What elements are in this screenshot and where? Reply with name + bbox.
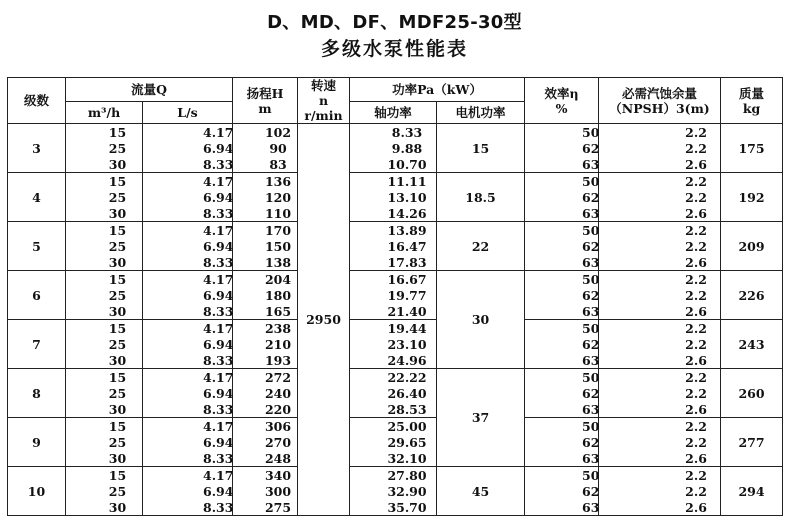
flow-m3h-cell: 15 (66, 271, 143, 288)
npsh-cell: 2.2 (599, 238, 721, 254)
flow-ls-cell: 8.33 (143, 254, 233, 271)
head-cell: 306 (233, 418, 298, 435)
flow-m3h-cell: 30 (66, 352, 143, 369)
table-row (8, 499, 783, 516)
motor-power-cell: 18.5 (437, 173, 525, 222)
efficiency-cell: 50 (525, 369, 599, 386)
mass-cell: 294 (721, 467, 783, 516)
stage-level-cell: 3 (8, 124, 66, 173)
table-row (8, 238, 783, 254)
table-row (8, 434, 783, 450)
npsh-cell: 2.2 (599, 369, 721, 386)
efficiency-cell: 50 (525, 271, 599, 288)
shaft-power-cell: 21.40 (350, 303, 437, 320)
shaft-power-cell: 13.10 (350, 189, 437, 205)
npsh-cell: 2.2 (599, 189, 721, 205)
flow-ls-cell: 4.17 (143, 271, 233, 288)
stage-level-cell: 7 (8, 320, 66, 369)
table-row (8, 254, 783, 271)
shaft-power-cell: 23.10 (350, 336, 437, 352)
flow-m3h-cell: 25 (66, 336, 143, 352)
flow-m3h-cell: 15 (66, 320, 143, 337)
header-flow-m3h: m³/h (66, 101, 143, 124)
flow-m3h-cell: 25 (66, 385, 143, 401)
npsh-cell: 2.2 (599, 124, 721, 141)
efficiency-cell: 50 (525, 320, 599, 337)
header-head-unit: m (258, 100, 272, 116)
flow-ls-cell: 8.33 (143, 205, 233, 222)
shaft-power-cell: 19.77 (350, 287, 437, 303)
npsh-cell: 2.2 (599, 418, 721, 435)
header-speed-unit: r/min (304, 108, 343, 123)
efficiency-cell: 62 (525, 238, 599, 254)
efficiency-cell: 50 (525, 222, 599, 239)
npsh-cell: 2.2 (599, 483, 721, 499)
head-cell: 165 (233, 303, 298, 320)
header-efficiency-label: 效率η (544, 85, 579, 101)
header-flow: 流量Q (66, 78, 233, 102)
npsh-cell: 2.2 (599, 385, 721, 401)
shaft-power-cell: 16.67 (350, 271, 437, 288)
table-row (8, 205, 783, 222)
header-mass (721, 78, 783, 124)
table-row (8, 303, 783, 320)
efficiency-cell: 63 (525, 352, 599, 369)
stage-level-cell: 5 (8, 222, 66, 271)
efficiency-cell: 63 (525, 499, 599, 516)
flow-ls-cell: 8.33 (143, 450, 233, 467)
efficiency-cell: 50 (525, 173, 599, 190)
motor-power-cell: 37 (437, 369, 525, 467)
table-row (8, 352, 783, 369)
table-row (8, 271, 783, 288)
flow-m3h-cell: 15 (66, 418, 143, 435)
shaft-power-cell: 10.70 (350, 156, 437, 173)
header-npsh-unit: （NPSH）3(m) (609, 100, 710, 116)
npsh-cell: 2.6 (599, 205, 721, 222)
table-row (8, 336, 783, 352)
performance-table (7, 77, 783, 516)
header-mass-unit: kg (742, 100, 761, 116)
table-body (8, 124, 783, 516)
head-cell: 272 (233, 369, 298, 386)
motor-power-cell: 15 (437, 124, 525, 173)
table-row (8, 369, 783, 386)
table-row (8, 287, 783, 303)
npsh-cell: 2.2 (599, 287, 721, 303)
shaft-power-cell: 19.44 (350, 320, 437, 337)
flow-m3h-cell: 25 (66, 238, 143, 254)
flow-ls-cell: 4.17 (143, 369, 233, 386)
shaft-power-cell: 27.80 (350, 467, 437, 484)
stage-level-cell: 10 (8, 467, 66, 516)
flow-ls-cell: 8.33 (143, 499, 233, 516)
flow-ls-cell: 4.17 (143, 467, 233, 484)
header-speed-label: 转速 (311, 78, 337, 93)
efficiency-cell: 62 (525, 483, 599, 499)
head-cell: 150 (233, 238, 298, 254)
shaft-power-cell: 32.90 (350, 483, 437, 499)
efficiency-cell: 63 (525, 156, 599, 173)
npsh-cell: 2.2 (599, 271, 721, 288)
table-row (8, 140, 783, 156)
flow-m3h-cell: 15 (66, 467, 143, 484)
efficiency-cell: 63 (525, 303, 599, 320)
table-row (8, 467, 783, 484)
efficiency-cell: 62 (525, 189, 599, 205)
shaft-power-cell: 22.22 (350, 369, 437, 386)
efficiency-cell: 50 (525, 124, 599, 141)
flow-m3h-cell: 25 (66, 140, 143, 156)
flow-ls-cell: 6.94 (143, 140, 233, 156)
head-cell: 300 (233, 483, 298, 499)
flow-m3h-cell: 25 (66, 189, 143, 205)
mass-cell: 192 (721, 173, 783, 222)
efficiency-cell: 62 (525, 385, 599, 401)
mass-cell: 243 (721, 320, 783, 369)
stage-level-cell: 4 (8, 173, 66, 222)
header-npsh (599, 78, 721, 124)
head-cell: 83 (233, 156, 298, 173)
flow-m3h-cell: 30 (66, 205, 143, 222)
shaft-power-cell: 8.33 (350, 124, 437, 141)
flow-ls-cell: 6.94 (143, 434, 233, 450)
stage-level-cell: 9 (8, 418, 66, 467)
efficiency-cell: 63 (525, 401, 599, 418)
shaft-power-cell: 26.40 (350, 385, 437, 401)
npsh-cell: 2.2 (599, 173, 721, 190)
npsh-cell: 2.6 (599, 450, 721, 467)
table-row (8, 401, 783, 418)
shaft-power-cell: 9.88 (350, 140, 437, 156)
header-speed-symbol: n (318, 93, 329, 108)
flow-ls-cell: 6.94 (143, 238, 233, 254)
flow-ls-cell: 8.33 (143, 352, 233, 369)
mass-cell: 260 (721, 369, 783, 418)
title-table-name: 多级水泵性能表 (320, 38, 468, 60)
flow-m3h-cell: 25 (66, 287, 143, 303)
npsh-cell: 2.6 (599, 303, 721, 320)
table-row (8, 483, 783, 499)
flow-ls-cell: 6.94 (143, 483, 233, 499)
header-power: 功率Pa（kW） (350, 78, 525, 102)
flow-m3h-cell: 25 (66, 434, 143, 450)
efficiency-cell: 50 (525, 467, 599, 484)
header-efficiency (525, 78, 599, 124)
shaft-power-cell: 32.10 (350, 450, 437, 467)
header-speed (298, 78, 350, 124)
shaft-power-cell: 28.53 (350, 401, 437, 418)
flow-ls-cell: 4.17 (143, 222, 233, 239)
npsh-cell: 2.2 (599, 140, 721, 156)
flow-m3h-cell: 15 (66, 173, 143, 190)
shaft-power-cell: 16.47 (350, 238, 437, 254)
flow-ls-cell: 4.17 (143, 124, 233, 141)
efficiency-cell: 63 (525, 205, 599, 222)
flow-m3h-cell: 30 (66, 254, 143, 271)
head-cell: 220 (233, 401, 298, 418)
flow-ls-cell: 4.17 (143, 418, 233, 435)
shaft-power-cell: 13.89 (350, 222, 437, 239)
header-shaft-power: 轴功率 (350, 101, 437, 124)
shaft-power-cell: 11.11 (350, 173, 437, 190)
head-cell: 275 (233, 499, 298, 516)
head-cell: 90 (233, 140, 298, 156)
title-model: D、MD、DF、MDF25-30型 (267, 12, 522, 33)
npsh-cell: 2.6 (599, 499, 721, 516)
shaft-power-cell: 24.96 (350, 352, 437, 369)
flow-m3h-cell: 15 (66, 222, 143, 239)
head-cell: 340 (233, 467, 298, 484)
header-efficiency-unit: % (555, 100, 568, 116)
flow-m3h-cell: 30 (66, 450, 143, 467)
head-cell: 136 (233, 173, 298, 190)
stage-level-cell: 6 (8, 271, 66, 320)
speed-cell: 2950 (298, 124, 350, 516)
flow-ls-cell: 8.33 (143, 156, 233, 173)
mass-cell: 175 (721, 124, 783, 173)
table-row (8, 173, 783, 190)
flow-m3h-cell: 30 (66, 499, 143, 516)
motor-power-cell: 45 (437, 467, 525, 516)
head-cell: 170 (233, 222, 298, 239)
shaft-power-cell: 25.00 (350, 418, 437, 435)
table-row (8, 320, 783, 337)
head-cell: 110 (233, 205, 298, 222)
header-mass-label: 质量 (739, 85, 765, 101)
header-head (233, 78, 298, 124)
npsh-cell: 2.6 (599, 156, 721, 173)
table-row (8, 156, 783, 173)
efficiency-cell: 63 (525, 450, 599, 467)
header-npsh-label: 必需汽蚀余量 (622, 85, 698, 101)
npsh-cell: 2.6 (599, 401, 721, 418)
shaft-power-cell: 29.65 (350, 434, 437, 450)
mass-cell: 209 (721, 222, 783, 271)
npsh-cell: 2.2 (599, 434, 721, 450)
table-row (8, 124, 783, 141)
head-cell: 204 (233, 271, 298, 288)
mass-cell: 277 (721, 418, 783, 467)
flow-m3h-cell: 30 (66, 303, 143, 320)
flow-ls-cell: 6.94 (143, 385, 233, 401)
shaft-power-cell: 14.26 (350, 205, 437, 222)
head-cell: 138 (233, 254, 298, 271)
header-motor-power: 电机功率 (437, 101, 525, 124)
flow-ls-cell: 8.33 (143, 401, 233, 418)
flow-m3h-cell: 15 (66, 369, 143, 386)
table-row (8, 450, 783, 467)
npsh-cell: 2.2 (599, 222, 721, 239)
head-cell: 180 (233, 287, 298, 303)
motor-power-cell: 30 (437, 271, 525, 369)
header-flow-ls: L/s (143, 101, 233, 124)
motor-power-cell: 22 (437, 222, 525, 271)
header-level: 级数 (8, 78, 66, 124)
header-head-label: 扬程H (246, 85, 284, 101)
flow-ls-cell: 8.33 (143, 303, 233, 320)
table-row (8, 222, 783, 239)
table-row (8, 189, 783, 205)
npsh-cell: 2.6 (599, 254, 721, 271)
flow-ls-cell: 6.94 (143, 336, 233, 352)
efficiency-cell: 63 (525, 254, 599, 271)
shaft-power-cell: 35.70 (350, 499, 437, 516)
npsh-cell: 2.2 (599, 320, 721, 337)
efficiency-cell: 50 (525, 418, 599, 435)
efficiency-cell: 62 (525, 434, 599, 450)
head-cell: 120 (233, 189, 298, 205)
stage-level-cell: 8 (8, 369, 66, 418)
table-row (8, 418, 783, 435)
efficiency-cell: 62 (525, 140, 599, 156)
flow-m3h-cell: 15 (66, 124, 143, 141)
npsh-cell: 2.6 (599, 352, 721, 369)
flow-ls-cell: 6.94 (143, 189, 233, 205)
head-cell: 248 (233, 450, 298, 467)
head-cell: 193 (233, 352, 298, 369)
head-cell: 210 (233, 336, 298, 352)
table-row (8, 385, 783, 401)
npsh-cell: 2.2 (599, 467, 721, 484)
flow-ls-cell: 4.17 (143, 173, 233, 190)
head-cell: 270 (233, 434, 298, 450)
efficiency-cell: 62 (525, 287, 599, 303)
flow-ls-cell: 4.17 (143, 320, 233, 337)
npsh-cell: 2.2 (599, 336, 721, 352)
head-cell: 240 (233, 385, 298, 401)
efficiency-cell: 62 (525, 336, 599, 352)
head-cell: 102 (233, 124, 298, 141)
flow-m3h-cell: 30 (66, 156, 143, 173)
shaft-power-cell: 17.83 (350, 254, 437, 271)
mass-cell: 226 (721, 271, 783, 320)
head-cell: 238 (233, 320, 298, 337)
flow-ls-cell: 6.94 (143, 287, 233, 303)
flow-m3h-cell: 25 (66, 483, 143, 499)
flow-m3h-cell: 30 (66, 401, 143, 418)
